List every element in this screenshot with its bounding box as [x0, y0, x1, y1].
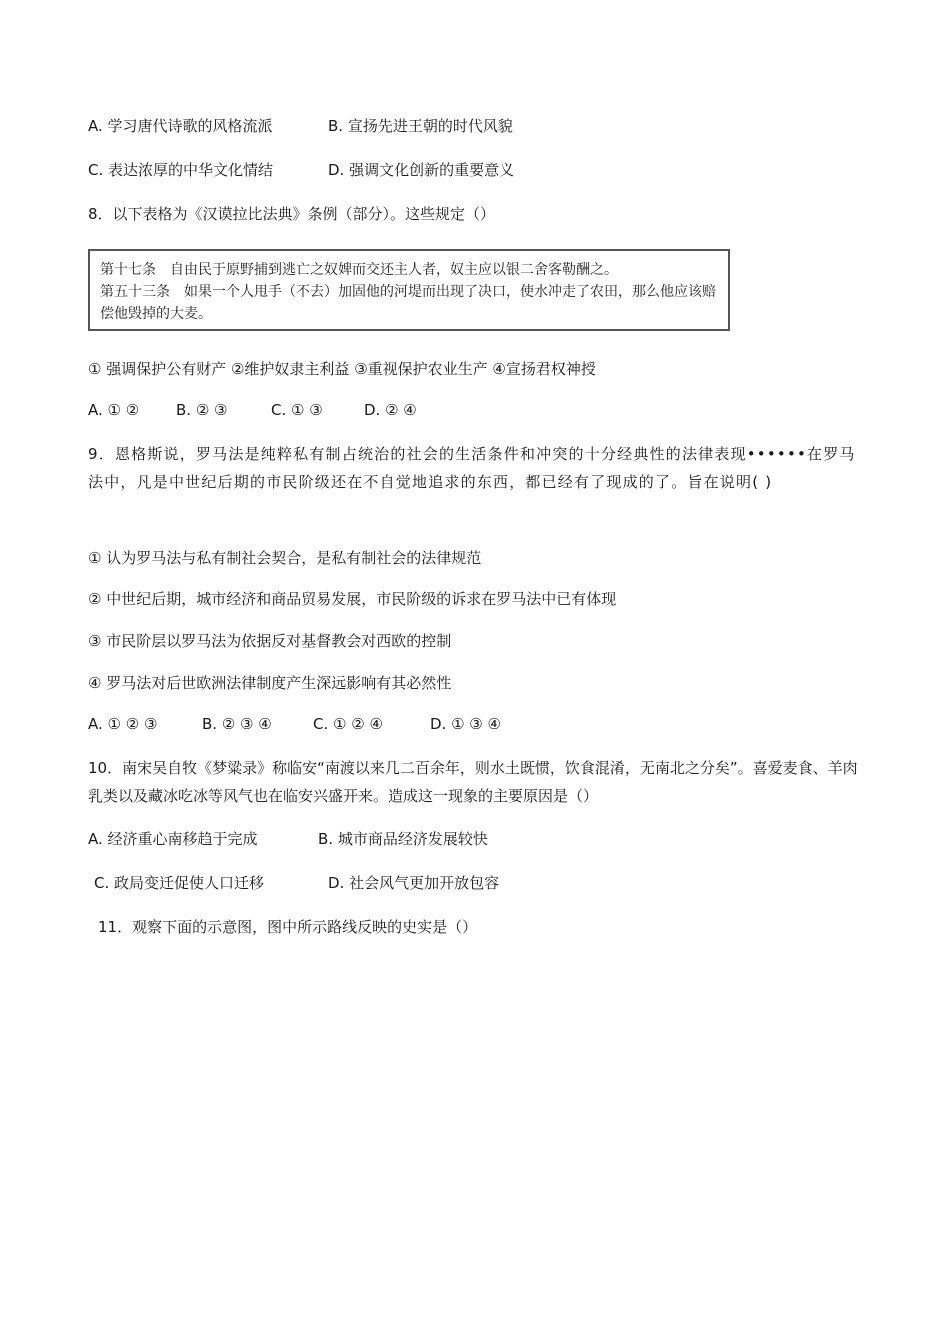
q11-stem: 11．观察下面的示意图，图中所示路线反映的史实是（） [98, 918, 478, 936]
q9-option-b: B. ② ③ ④ [202, 715, 272, 733]
q9-statement-2: ② 中世纪后期，城市经济和商品贸易发展，市民阶级的诉求在罗马法中已有体现 [88, 590, 617, 608]
q8-option-b: B. ② ③ [176, 401, 228, 419]
q7-option-c: C. 表达浓厚的中华文化情结 [88, 161, 274, 179]
q8-option-c: C. ① ③ [271, 401, 323, 419]
q9-option-d: D. ① ③ ④ [430, 715, 501, 733]
q9-option-c: C. ① ② ④ [313, 715, 383, 733]
q8-statements: ① 强调保护公有财产 ②维护奴隶主利益 ③重视保护农业生产 ④宣扬君权神授 [88, 360, 596, 378]
q10-option-d: D. 社会风气更加开放包容 [328, 874, 500, 892]
q8-law-table [88, 249, 730, 331]
q8-option-a: A. ① ② [88, 401, 140, 419]
q9-statement-3: ③ 市民阶层以罗马法为依据反对基督教会对西欧的控制 [88, 632, 452, 650]
q9-stem: 9．恩格斯说，罗马法是纯粹私有制占统治的社会的生活条件和冲突的十分经典性的法律表现••••••在罗马法中，凡是中世纪后期的市民阶级还在不自觉地追求的东西，都已经有了现成的了。旨在说明( ) [88, 445, 856, 491]
q10-option-a: A. 经济重心南移趋于完成 [88, 830, 258, 848]
q10-option-c: C. 政局变迁促使人口迁移 [94, 874, 265, 892]
q8-table-row-17: 第十七条 自由民于原野捕到逃亡之奴婢而交还主人者，奴主应以银二舍客勒酬之。 [100, 262, 618, 278]
q10-stem: 10．南宋吴自牧《梦粱录》称临安“南渡以来几二百余年，则水土既惯，饮食混淆，无南北之分矣”。喜爱麦食、羊肉乳类以及藏冰吃冰等风气也在临安兴盛开来。造成这一现象的主要原因是（） [88, 759, 858, 805]
q9-statement-1: ① 认为罗马法与私有制社会契合，是私有制社会的法律规范 [88, 549, 482, 567]
q7-option-b: B. 宣扬先进王朝的时代风貌 [328, 117, 513, 135]
q7-option-d: D. 强调文化创新的重要意义 [328, 161, 515, 179]
q8-option-d: D. ② ④ [364, 401, 417, 419]
q9-statement-4: ④ 罗马法对后世欧洲法律制度产生深远影响有其必然性 [88, 674, 452, 692]
q8-stem: 8．以下表格为《汉谟拉比法典》条例（部分）。这些规定（） [88, 205, 496, 223]
q9-option-a: A. ① ② ③ [88, 715, 158, 733]
q7-option-a: A. 学习唐代诗歌的风格流派 [88, 117, 273, 135]
q10-option-b: B. 城市商品经济发展较快 [318, 830, 488, 848]
q8-table-row-53: 第五十三条 如果一个人甩手（不去）加固他的河堤而出现了决口，使水冲走了农田，那么他应该赔偿他毁掉的大麦。 [100, 284, 716, 322]
